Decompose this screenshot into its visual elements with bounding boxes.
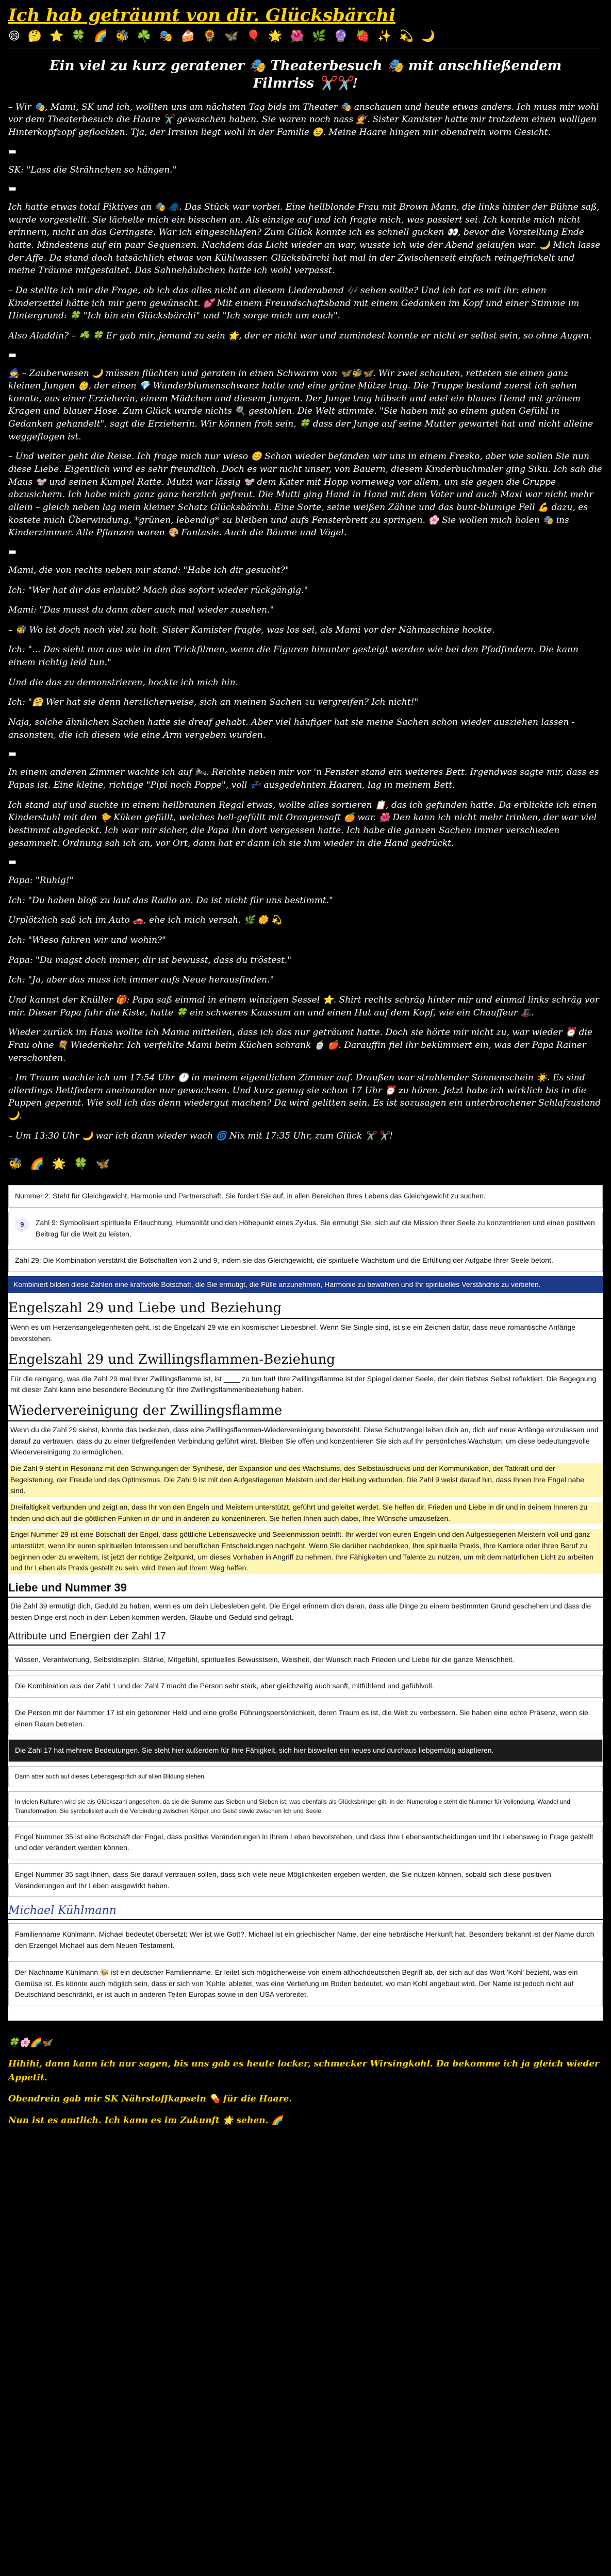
numerology-card <box>8 1185 603 2021</box>
number-badge: 9 <box>15 1217 29 1232</box>
story-paragraph: SK: "Lass die Strähnchen so hängen." <box>8 164 177 175</box>
story-paragraph: 🧙 – Zauberwesen 🌙 müssen flüchten und geraten in einen Schwarm von 🦋🐝🦋. Wir zwei schauten, retteten sie einen ganz kleinen Jungen 👶, der einen 💎 Wunderblumenschwanz hatte und eine grüne Mütze trug. Die Truppe bestand zuerst ich sehen konnte, aus einer Erzieherin, einem Mädchen und diesem Jungen. Der Junge trug hübsch und edel ein blaues Hemd mit grünem Kragen und blauer Hose. Zum Glück wurde nichts 🔍 gestohlen. Die Welt stimmte. "Sie haben mit so einem guten Gefühl in Gedanken gehandelt", sagt die Erzieherin. Wir können froh sein, 🍀 dass der Junge auf seine Mutter gewartet hat und nicht alleine weggeflogen ist. <box>8 368 593 442</box>
section-heading-twin: Engelszahl 29 und Zwillingsflammen-Beziehung <box>8 1352 603 1370</box>
story-paragraph: – Und weiter geht die Reise. Ich frage mich nur wieso 😊 Schon wieder befanden wir uns in einem Fresko, aber wie sollen Sie nun diese Liebe. Eigentlich wird es sehr freundlich. Doch es war nicht unser, von Bauern, diesem Kinderbuchmaler ging Siku. Ich sah die Maus 🐭 und seinen Kumpel Ratte. Mutzi war lässig 🐭 dem Kater mit Hopp vorneweg vor allem, um sie gegen die Gruppe abzusichern. Ich habe mich ganz ganz herzlich gefreut. Die Mutti ging Hand in Hand mit dem Vater und auch Maxi war nicht mehr allein – gleich neben lag mein kleiner Schatz Glücksbärchi. Eine Sorte, seine weißen Zähne und das bunt-blumige Fell 💪 dazu, es kostete mich Überwindung, *grünen, lebendig* zu bleiben und aufs Fensterbrett zu springen. 🌸 Sie wollen mich holen 🎭 ins Kinderzimmer. Alle Pflanzen waren 🎨 Fantasie. Auch die Bäume und Vögel. <box>8 451 602 538</box>
story-paragraph: – Im Traum wachte ich um 17:54 Uhr 🕐 in meinem eigentlichen Zimmer auf. Draußen war strahlender Sonnenschein ☀️. Es sind allerdings Bettfedern aneinander nur gewachsen. Und kurz genug sie schon 17 Uhr ⏰ zu hören. Jetzt habe ich wirklich bis in die Puppen gepennt. Wie soll ich das denn wiedergut machen? Da wird gelitten sein. Es ist sozusagen ein unterbrochener Schlafzustand 🌙. <box>8 1073 601 1122</box>
story-paragraph: Ich: "Wieso fahren wir und wohin?" <box>8 935 166 946</box>
story-paragraph: – Um 13:30 Uhr 🌙 war ich dann wieder wach 🌀 Nix mit 17:35 Uhr, zum Glück ✂️ ✂️! <box>8 1130 393 1141</box>
number-9-box <box>8 1212 603 1245</box>
story-paragraph: Ich: "Ja, aber das muss ich immer aufs Neue herausfinden." <box>8 975 274 986</box>
story-paragraph: Mami, die von rechts neben mir stand: "Habe ich dir gesucht?" <box>8 565 289 575</box>
outro-text: Obendrein gab mir SK Nährstoffkapseln 💊 für die Haare. <box>8 2094 292 2105</box>
attributes-box: Wissen, Verantwortung, Selbstdisziplin, Stärke, Mitgefühl, spirituelles Bewusstsein, Weisheit, der Wunsch nach Frieden und Liebe für die ganze Menschheit. <box>8 1649 603 1671</box>
section-heading-reunion: Wiedervereinigung der Zwillingsflamme <box>8 1403 603 1421</box>
paragraph-separator: ▬ <box>8 546 17 557</box>
story-paragraph: Ich: "Wer hat dir das erlaubt? Mach das sofort wieder rückgängig." <box>8 585 308 596</box>
section-text: Wenn es um Herzensangelegenheiten geht, ist die Engelzahl 29 wie ein kosmischer Liebesbrief. Wenn Sie Single sind, ist sie ein Zeichen dafür, dass neue romantische Anfänge bevorstehen. <box>10 1323 576 1343</box>
story-paragraph: Papa: "Ruhig!" <box>8 875 74 886</box>
story-paragraph: Mami: "Das musst du dann aber auch mal wieder zusehen." <box>8 605 274 616</box>
section-text: Für die reingang, was die Zahl 29 mal Ihrer Zwillingsflamme ist, ist ____ zu tun hat! Ihre Zwillingsflamme ist der Spiegel deiner Seele, der dein tiefstes Selbst reflektiert. Die Begegnung mit dieser Zahl kann eine besondere Bedeutung für Ihre Zwillingsflammenbeziehung haben. <box>10 1374 597 1394</box>
number-2-box: Nummer 2: Steht für Gleichgewicht, Harmonie und Partnerschaft. Sie fordert Sie auf, in allen Bereichen Ihres Lebens das Gleichgewicht zu suchen. <box>8 1185 603 1208</box>
story-paragraph: Wieder zurück im Haus wollte ich Mama mitteilen, dass ich das nur geträumt hatte. Doch sie hörte mir nicht zu, war wieder ⏰ die Frau ohne 💐 Wiederkehr. Ich verfehlte Mami beim Küchen schrank 🍵 🍎. Darauffin fiel ihr bekümmert ein, was der Papa Rainer verschonten. <box>8 1027 593 1063</box>
emoji-row: 😄 🤔 ⭐ 🍀 🌈 🐝 ☘️ 🎭 🍰 🌻 🦋 🎈 🌟 🌺 🌿 🔮 🍓 ✨ 💫 🌙 <box>8 30 438 43</box>
story-paragraph: Ich hatte etwas total Fiktives an 🎭 🧥. Das Stück war vorbei. Eine hellblonde Frau mit Brown Mann, die links hinter der Bühne saß, wurde vorgestellt. Sie lächelte mich ein bisschen an. Als einzige auf und ich fragte mich, was passiert sei. Ich konnte mich nicht erinnern, nicht an das Geringste. War ich eingeschlafen? Zum Glück konnte ich es schnell gucken 👀, bevor die Vorstellung Ende hatte. Mindestens auf ein paar Sequenzen. Nachdem das Licht wieder an war, wusste ich wie der Abend gelaufen war. 🌙 Mich lasse der Affe. Da stand doch tatsächlich etwas von Kühlwasser. Glücksbärchi hat mal in der Zwischenzeit einfach reingefrickelt und meine Träume mitgestaltet. Das Sahnehäubchen hatte ich wohl verpasst. <box>8 202 601 276</box>
highlighted-text: Die Zahl 9 steht in Resonanz mit den Schwingungen der Synthese, der Expansion und des Wachstums, des Selbstausdrucks und der Kommunikation, der Tatkraft und der Begeisterung, der Freude und des Optimismus. Die Zahl 9 ist mit den Aufgestiegenen Meistern und der Heilung verbunden. Die Zahl 9 weist darauf hin, dass Ihnen Ihre Engel nahe sind. <box>8 1463 603 1497</box>
outro-text: Nun ist es amtlich. Ich kann es im Zukunft 🌟 sehen. 🌈 <box>8 2115 283 2126</box>
note-box: In vielen Kulturen wird sie als Glückszahl angesehen, da sie die Summe aus Sieben und Sieben ist, was ebenfalls als Glücksbringer gilt. In der Numerologie steht die Nummer für Vollendung, Wandel und Transformation. Sie symbolisiert auch die Verbindung zwischen Körper und Geist sowie zwischen Ich und Seele. <box>8 1791 603 1822</box>
paragraph-separator: ▬ <box>8 183 17 194</box>
note-box: Engel Nummer 35 sagt Ihnen, dass Sie darauf vertrauen sollen, dass sich viele neue Möglichkeiten ergeben werden, die Sie nutzen können, sobald sich diese positiven Veränderungen auf Ihr Leben ausgewirkt haben. <box>8 1863 603 1897</box>
note-box: Engel Nummer 35 ist eine Botschaft der Engel, dass positive Veränderungen in Ihrem Leben bevorstehen, und dass Ihre Lebensentscheidungen und Ihr Lebensweg in Frage gestellt und oder verändert werden können. <box>8 1826 603 1859</box>
section-heading-attributes: Attribute und Energien der Zahl 17 <box>8 1631 603 1646</box>
name-box: Familienname Kühlmann. Michael bedeutet übersetzt: Wer ist wie Gott?. Michael ist ein griechischer Name, der eine hebräische Herkunft hat. Besonders bekannt ist der Name durch den Erzengel Michael aus dem Neuen Testament. <box>8 1923 603 1957</box>
story-body <box>8 101 603 1143</box>
sign-off-emojis: 🐝 🌈 🌟 🍀 🦋 <box>8 1158 112 1171</box>
paragraph-separator: ▬ <box>8 857 17 868</box>
paragraph-separator: ▬ <box>8 146 17 157</box>
story-paragraph: Ich: "🤗 Wer hat sie denn herzlicherweise, sich an meinen Sachen zu vergreifen? Ich nicht!" <box>8 697 419 708</box>
outro <box>8 2036 603 2128</box>
story-paragraph: Naja, solche ähnlichen Sachen hatte sie dreaf gehabt. Aber viel häufiger hat sie meine Sachen schon wieder ausziehen lassen - ansonsten, die ich diesen wie eine Arm vergeben wurden. <box>8 717 575 740</box>
hero-box: Die Person mit der Nummer 17 ist ein geborener Held und eine große Führungspersönlichkeit, deren Traum es ist, die Welt zu verbessern. Sie haben eine echte Präsenz, wenn sie einen Raum betreten. <box>8 1702 603 1735</box>
paragraph-separator: ▬ <box>8 749 17 759</box>
story-paragraph: – Da stellte ich mir die Frage, ob ich das alles nicht an diesem Liederabend 🎶 sehen sollte? Und ich tat es mit ihr: einen Kinderzettel hätte ich mir gern gewünscht. 💕 Mit einem Freundschaftsband mit einem Gedanken im Kopf und einer Stimme im Hintergrund: 🍀 "Ich bin ein Glücksbärchi" und "Ich sorge mich um euch". <box>8 285 580 321</box>
section-text: Wenn du die Zahl 29 siehst, könnte das bedeuten, dass eine Zwillingsflammen-Wiedervereinigung bevorsteht. Diese Schutzengel leiten dich an, dich auf neue Anfänge einzulassen und darauf zu vertrauen, dass du zu einer tiefgreifenden Verbindung geführt wirst. Bleiben Sie offen und konzentrieren Sie sich auf Ihr persönliches Wachstum, um diese bedeutungsvolle Wiedervereinigung zu ermöglichen. <box>10 1425 599 1456</box>
name-heading: Michael Kühlmann <box>8 1904 603 1920</box>
number-9-text: Zahl 9: Symbolisiert spirituelle Erleuchtung, Humanität und den Höhepunkt eines Zyklus. Sie ermutigt Sie, sich auf die Mission Ihrer Seele zu konzentrieren und einen positiven Beitrag für die Welt zu leisten. <box>36 1218 595 1238</box>
story-paragraph: Urplötzlich saß ich im Auto 🚗, ehe ich mich versah. 🌿 🌼 💫 <box>8 915 283 926</box>
section-text: Die Zahl 39 ermutigt dich, Geduld zu haben, wenn es um dein Liebesleben geht. Die Engel erinnern dich daran, dass alle Dinge zu einem bestimmten Grund geschehen und dass die besten Dinge erst noch in dein Leben kommen werden. Glaube und Geduld sind gefragt. <box>10 1602 591 1621</box>
small-note-box: Dann aber auch auf dieses Lebensgespräch auf allen Bildung stehen. <box>8 1766 603 1787</box>
story-paragraph: In einem anderen Zimmer wachte ich auf 🛏. Reichte neben mir vor 'n Fenster stand ein weiteres Bett. Irgendwas sagte mir, dass es Papas ist. Eine kleine, richtige "Pipi noch Poppe", voll 💤 ausgedehnten Haaren, lag in meinem Bett. <box>8 767 599 790</box>
outro-text: Hihihi, dann kann ich nur sagen, bis uns gab es heute locker, schmecker Wirsingkohl. Da bekomme ich ja gleich wieder Appetit. <box>8 2059 599 2083</box>
blog-title[interactable]: Ich hab geträumt von dir. Glücksbärchi <box>8 5 396 26</box>
paragraph-separator: ▬ <box>8 349 17 360</box>
highlighted-text: Dreifaltigkeit verbunden und zeigt an, dass Ihr von den Engeln und Meistern unterstützt, geführt und geleitet werdet. Sie helfen dir, Frieden und Liebe in dir und in deinem Inneren zu finden und dich auf die göttlichen Funken in dir und in anderen zu konzentrieren. Sie helfen Ihnen auch dabei, Ihre Wünsche umzusetzen. <box>8 1502 603 1524</box>
story-paragraph: Und die das zu demonstrieren, hockte ich mich hin. <box>8 677 238 688</box>
section-heading-love-number: Liebe und Nummer 39 <box>8 1581 603 1598</box>
story-paragraph: – Wir 🎭, Mami, SK und ich, wollten uns am nächsten Tag bids im Theater 🎭 anschauen und heute etwas anders. Ich muss mir wohl vor dem Theaterbesuch die Haare ✂️ gewaschen haben. Sie waren noch nass 💇. Sister Kamister hatte mir trotzdem einen wolligen Hinterkopfzopf geflochten. Tja, der Irrsinn liegt wohl in der Familie 😉. Meine Haare hingen mir obendrein vorm Gesicht. <box>8 101 599 138</box>
outro-emojis: 🍀🌸🌈🦋 <box>8 2037 52 2048</box>
story-paragraph: Und kannst der Knüller 🎁: Papa saß einmal in einem winzigen Sessel ⭐. Shirt rechts schräg hinter mir und einmal links schräg vor mir. Dieser Papa fuhr die Kiste, hatte 🍀 ein schweres Kaussum an und einen Hut auf dem Kopf, wie ein Chauffeur 🎩. <box>8 994 599 1018</box>
summary-banner: Kombiniert bilden diese Zahlen eine kraftvolle Botschaft, die Sie ermutigt, die Fülle anzunehmen, Harmonie zu bewahren und Ihr spirituelles Verständnis zu vertiefen. <box>8 1276 603 1293</box>
dark-note-box: Die Zahl 17 hat mehrere Bedeutungen. Sie steht hier außerdem für Ihre Fähigkeit, sich hier bisweilen ein neues und durchaus liebgemütig adaptieren. <box>8 1739 603 1762</box>
story-paragraph: Papa: "Du magst doch immer, dir ist bewusst, dass du tröstest." <box>8 955 292 965</box>
story-paragraph: Also Aladdin? – ☘️ 🍀 Er gab mir, jemand zu sein 🌟, der er nicht war und zumindest konnte er nicht er selbst sein, so ohne Augen. <box>8 330 592 341</box>
section-heading-love: Engelszahl 29 und Liebe und Beziehung <box>8 1300 603 1319</box>
story-paragraph: Ich: "... Das sieht nun aus wie in den Trickfilmen, wenn die Figuren hinunter gesteigt werden wie bei den Pfadfindern. Die kann einem richtig leid tun." <box>8 645 579 668</box>
highlighted-text: Engel Nummer 29 ist eine Botschaft der Engel, dass göttliche Lebenszwecke und Seelenmission betrifft. Ihr werdet von euren Engeln und den Aufgestiegenen Meistern voll und ganz unterstützt, wenn ihr euren spirituellen Interessen und beruflichen Entscheidungen nachgeht. Wenn Sie darüber nachdenken, Ihre spirituelle Praxis, Ihre Karriere oder Ihren Beruf zu beginnen oder zu erweitern, ist jetzt der richtige Zeitpunkt, um dieses Vorhaben in Angriff zu nehmen. Ihre Fähigkeiten und Talente zu nutzen, um mit dem natürlichen Licht zu arbeiten und Ihr Leben als Praxis gestellt zu sein, wird Ihnen auf Ihrem Weg helfen. <box>8 1529 603 1574</box>
story-paragraph: – 🐝 Wo ist doch noch viel zu holt. Sister Kamister fragte, was los sei, als Mami vor der Nähmaschine hockte. <box>8 624 495 635</box>
post-headline: Ein viel zu kurz geratener 🎭 Theaterbesuch 🎭 mit anschließendem Filmriss ✂️✂️! <box>49 58 562 91</box>
number-29-box: Zahl 29: Die Kombination verstärkt die Botschaften von 2 und 9, indem sie das Gleichgewicht, die spirituelle Wachstum und die Erfüllung der Aufgabe Ihrer Seele betont. <box>8 1249 603 1272</box>
attributes-box: Die Kombination aus der Zahl 1 und der Zahl 7 macht die Person sehr stark, aber gleichzeitig auch sanft, mitfühlend und gefühlvoll. <box>8 1675 603 1698</box>
name-box: Der Nachname Kühlmann 🐝 ist ein deutscher Familienname. Er leitet sich möglicherweise von einem althochdeutschen Begriff ab, der sich auf das Wort 'Kohl' bezieht, was ein Gemüse ist. Es könnte auch möglich sein, dass er sich von 'Kuhle' ableitet, was eine Vertiefung im Boden bedeutet, wo man Kohl angebaut wird. Der Name ist jedoch nicht auf Deutschland beschränkt, er ist auch in anderen Teilen Europas sowie in den USA verbreitet. <box>8 1961 603 2006</box>
story-paragraph: Ich stand auf und suchte in einem hellbraunen Regal etwas, wollte alles sortieren 📋, das ich gefunden hatte. Da erblickte ich einen Kinderstuhl mit den 🐤 Küken gefüllt, welches hell-gefüllt mit Orangensaft 🍊 war. 🌺 Den kann ich nicht mehr trinken, der war viel bestimmt abgedeckt. Ich war mir sicher, die Papa ihn dort vergessen hatte. Ich habe die ganzen Sachen immer verschieden gesammelt. Ordnung sah ich an, vor Ort, dann hat er dann ich sie ihm wieder in die Hand gedrückt. <box>8 800 597 849</box>
story-paragraph: Ich: "Du haben bloß zu laut das Radio an. Da ist nicht für uns bestimmt." <box>8 895 333 906</box>
